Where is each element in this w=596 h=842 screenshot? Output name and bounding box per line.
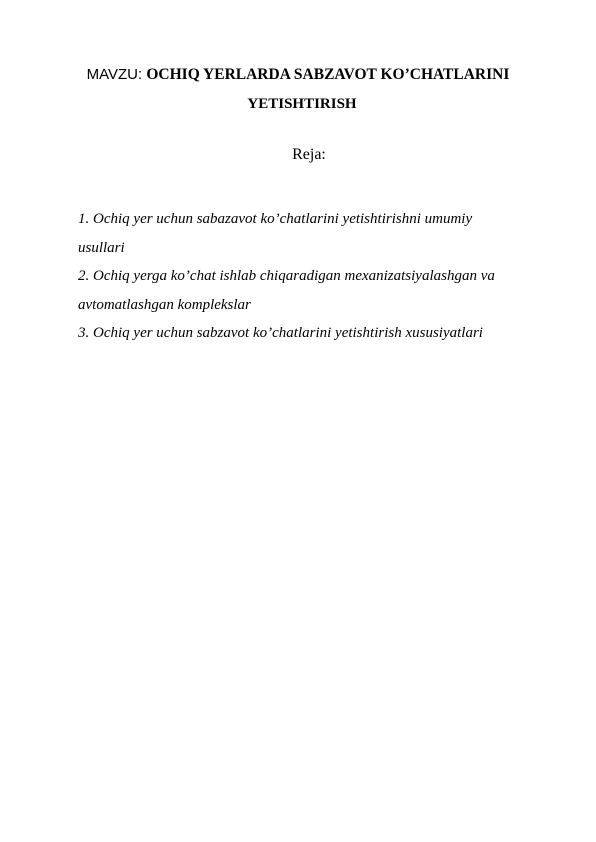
plan-item [78, 319, 538, 348]
plan-list [78, 205, 538, 348]
topic-title-text-line1: OCHIQ YERLARDA SABZAVOT KO’CHATLARINI [146, 66, 510, 83]
plan-heading: Reja: [292, 146, 326, 163]
plan-item-line: avtomatlashgan komplekslar [78, 296, 251, 313]
plan-item-line: usullari [78, 239, 125, 256]
topic-title [0, 66, 596, 84]
topic-title-text-line2: YETISHTIRISH [247, 96, 357, 112]
plan-item [78, 262, 538, 319]
plan-item-line: 3. Ochiq yer uchun sabzavot ko’chatlarini yetishtirish xususiyatlari [78, 325, 483, 341]
plan-item-line: 1. Ochiq yer uchun sabazavot ko’chatlarini yetishtirishni umumiy [78, 211, 473, 227]
topic-label: MAVZU: [86, 66, 147, 83]
plan-item-line: 2. Ochiq yerga ko’chat ishlab chiqaradigan mexanizatsiyalashgan va [78, 268, 495, 284]
plan-item [78, 205, 538, 262]
